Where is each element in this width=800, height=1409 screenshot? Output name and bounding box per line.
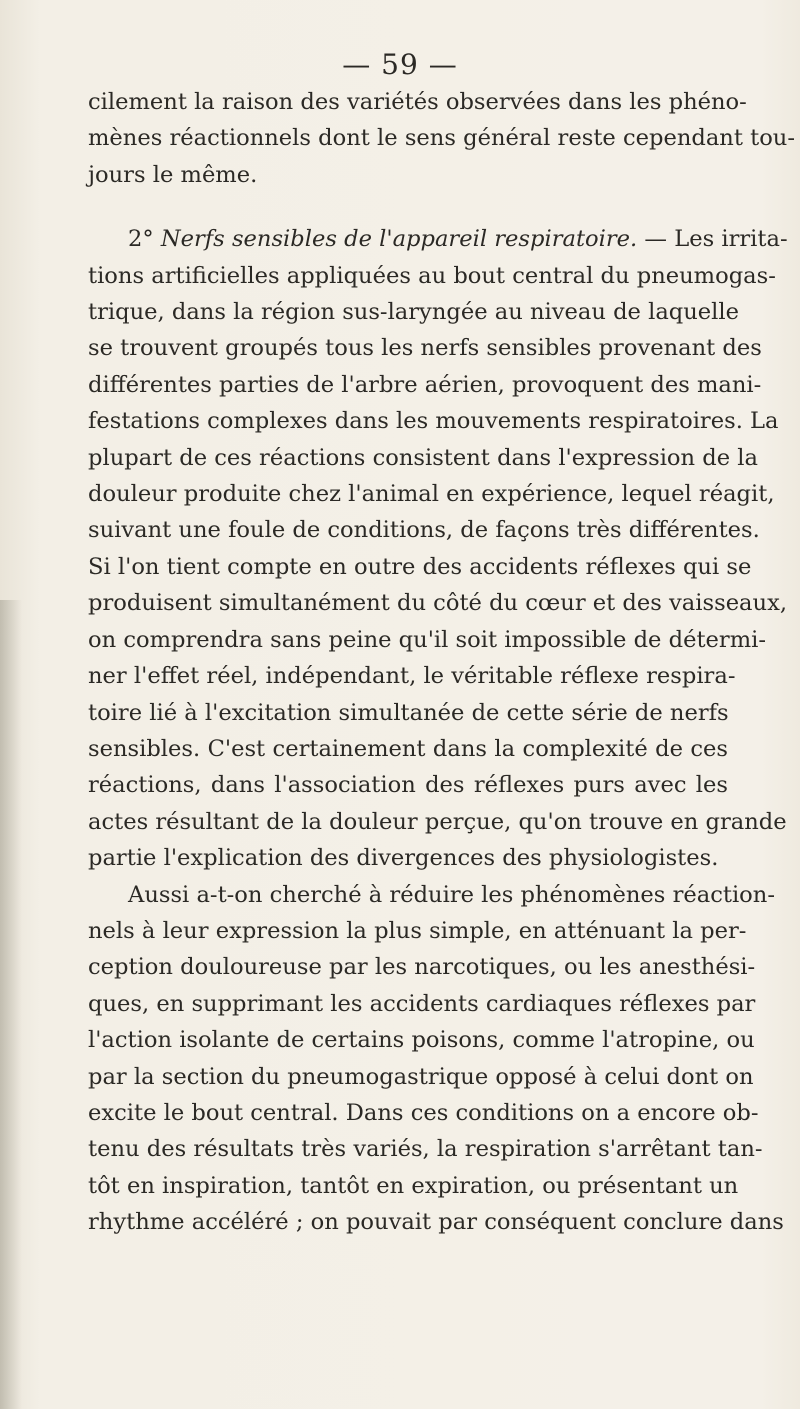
body-text xyxy=(88,84,795,1241)
text-line: rhythme accéléré ; on pouvait par conséquent conclure dans xyxy=(88,1209,784,1236)
text-line: actes résultant de la douleur perçue, qu'on trouve en grande xyxy=(88,808,787,835)
text-line: ception douloureuse par les narcotiques, ou les anesthési- xyxy=(88,954,756,981)
text-line: Si l'on tient compte en outre des accidents réflexes qui se xyxy=(88,553,752,580)
text-line: l'action isolante de certains poisons, comme l'atropine, ou xyxy=(88,1027,755,1054)
text-line: tions artificielles appliquées au bout central du pneumogas- xyxy=(88,262,776,289)
text-line: excite le bout central. Dans ces conditions on a encore ob- xyxy=(88,1099,759,1126)
text-line: partie l'explication des divergences des physiologistes. xyxy=(88,845,719,872)
text-line: ques, en supprimant les accidents cardiaques réflexes par xyxy=(88,990,756,1017)
page-number: — 59 — xyxy=(342,48,458,81)
text-line: par la section du pneumogastrique opposé à celui dont on xyxy=(88,1063,754,1090)
text-line: tôt en inspiration, tantôt en expiration, ou présentant un xyxy=(88,1172,739,1199)
page-edge-shadow xyxy=(0,600,22,1409)
text-line: jours le même. xyxy=(88,161,258,188)
section-title: Nerfs sensibles de l'appareil respiratoire. xyxy=(160,226,638,253)
section-heading-line xyxy=(88,221,788,257)
text-line: toire lié à l'excitation simultanée de cette série de nerfs xyxy=(88,699,729,726)
text-line: trique, dans la région sus-laryngée au niveau de laquelle xyxy=(88,299,740,326)
text-line: mènes réactionnels dont le sens général reste cependant tou- xyxy=(88,125,795,152)
text-line: Aussi a-t-on cherché à réduire les phénomènes réaction- xyxy=(128,881,775,908)
text-line: on comprendra sans peine qu'il soit impossible de détermi- xyxy=(88,626,766,653)
paragraph-gap xyxy=(88,193,728,221)
text-line: produisent simultanément du côté du cœur et des vaisseaux, xyxy=(88,590,788,617)
text-line: cilement la raison des variétés observées dans les phéno- xyxy=(88,89,747,115)
section-heading-continuation: — Les irrita- xyxy=(637,226,788,253)
text-line: différentes parties de l'arbre aérien, provoquent des mani- xyxy=(88,371,762,398)
text-line: festations complexes dans les mouvements respiratoires. La xyxy=(88,408,779,435)
text-line: nels à leur expression la plus simple, en atténuant la per- xyxy=(88,917,747,944)
text-line: ner l'effet réel, indépendant, le véritable réflexe respira- xyxy=(88,663,736,690)
text-line: douleur produite chez l'animal en expérience, lequel réagit, xyxy=(88,481,775,508)
text-line: plupart de ces réactions consistent dans l'expression de la xyxy=(88,444,758,471)
text-line: tenu des résultats très variés, la respiration s'arrêtant tan- xyxy=(88,1136,763,1163)
text-line: sensibles. C'est certainement dans la complexité de ces xyxy=(88,735,728,762)
text-line: suivant une foule de conditions, de façons très différentes. xyxy=(88,517,760,544)
section-number: 2° xyxy=(128,226,154,253)
text-line: se trouvent groupés tous les nerfs sensibles provenant des xyxy=(88,335,762,362)
text-line: réactions, dans l'association des réflexes purs avec les xyxy=(88,772,728,799)
